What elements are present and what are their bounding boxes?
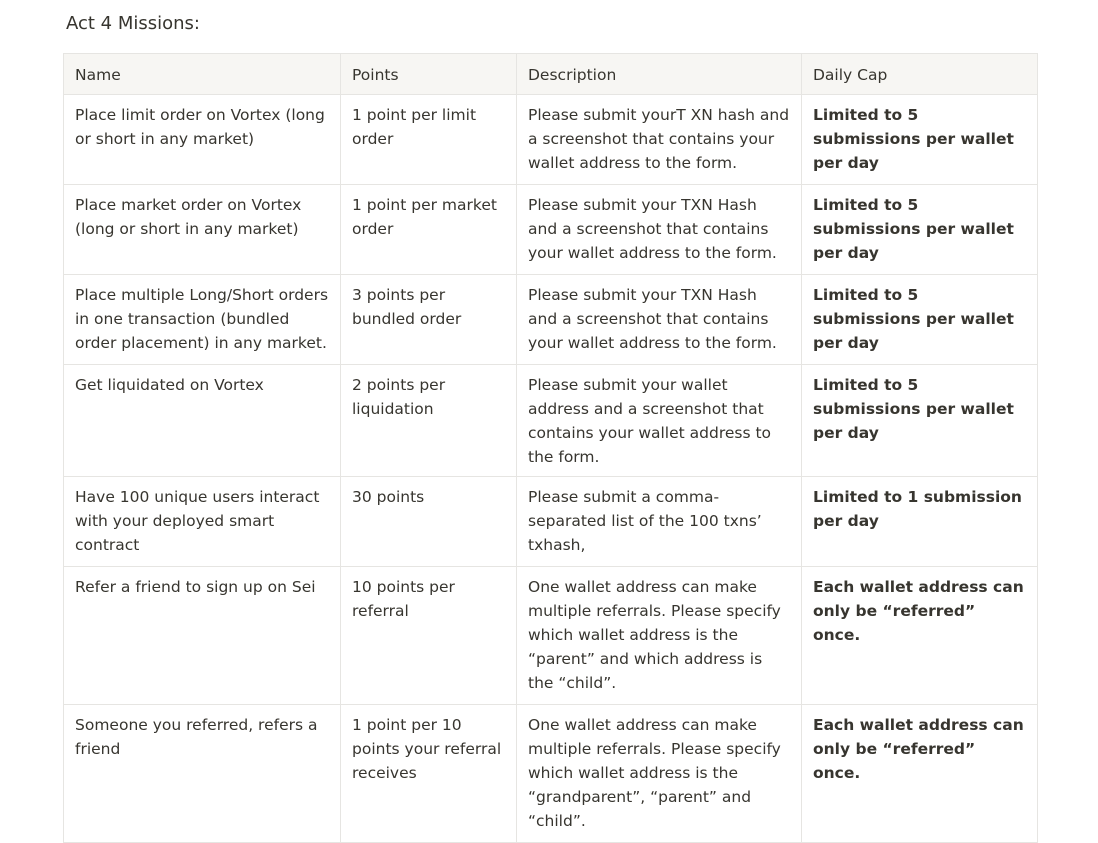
missions-table [63, 53, 1038, 843]
header-daily-cap: Daily Cap [802, 54, 1038, 95]
header-description: Description [517, 54, 802, 95]
table-row [64, 95, 1038, 185]
cell-description: One wallet address can make multiple referrals. Please specify which wallet address is the “grandparent”, “parent” and “child”. [517, 705, 802, 843]
page-title: Act 4 Missions: [66, 13, 200, 34]
cell-points: 3 points per bundled order [341, 275, 517, 365]
table-row [64, 477, 1038, 567]
cell-points: 30 points [341, 477, 517, 567]
cell-daily-cap: Each wallet address can only be “referred” once. [802, 567, 1038, 705]
table-row [64, 705, 1038, 843]
table-row [64, 275, 1038, 365]
cell-points: 2 points per liquidation [341, 365, 517, 477]
cell-name: Place multiple Long/Short orders in one transaction (bundled order placement) in any market. [64, 275, 341, 365]
cell-points: 1 point per limit order [341, 95, 517, 185]
cell-name: Place market order on Vortex (long or short in any market) [64, 185, 341, 275]
table-header-row [64, 54, 1038, 95]
cell-daily-cap: Each wallet address can only be “referred” once. [802, 705, 1038, 843]
cell-daily-cap: Limited to 1 submission per day [802, 477, 1038, 567]
cell-name: Get liquidated on Vortex [64, 365, 341, 477]
header-name: Name [64, 54, 341, 95]
cell-description: Please submit your wallet address and a screenshot that contains your wallet address to the form. [517, 365, 802, 477]
cell-description: Please submit your TXN Hash and a screenshot that contains your wallet address to the form. [517, 275, 802, 365]
cell-name: Have 100 unique users interact with your deployed smart contract [64, 477, 341, 567]
cell-daily-cap: Limited to 5 submissions per wallet per day [802, 365, 1038, 477]
cell-daily-cap: Limited to 5 submissions per wallet per day [802, 275, 1038, 365]
cell-daily-cap: Limited to 5 submissions per wallet per day [802, 95, 1038, 185]
cell-description: Please submit your TXN Hash and a screenshot that contains your wallet address to the form. [517, 185, 802, 275]
table-row [64, 567, 1038, 705]
cell-description: Please submit yourT XN hash and a screenshot that contains your wallet address to the form. [517, 95, 802, 185]
header-points: Points [341, 54, 517, 95]
cell-points: 1 point per market order [341, 185, 517, 275]
cell-name: Refer a friend to sign up on Sei [64, 567, 341, 705]
cell-points: 1 point per 10 points your referral receives [341, 705, 517, 843]
cell-description: Please submit a comma-separated list of the 100 txns’ txhash, [517, 477, 802, 567]
cell-daily-cap: Limited to 5 submissions per wallet per day [802, 185, 1038, 275]
cell-name: Someone you referred, refers a friend [64, 705, 341, 843]
table-row [64, 365, 1038, 477]
cell-description: One wallet address can make multiple referrals. Please specify which wallet address is the “parent” and which address is the “child”. [517, 567, 802, 705]
table-row [64, 185, 1038, 275]
cell-points: 10 points per referral [341, 567, 517, 705]
cell-name: Place limit order on Vortex (long or short in any market) [64, 95, 341, 185]
